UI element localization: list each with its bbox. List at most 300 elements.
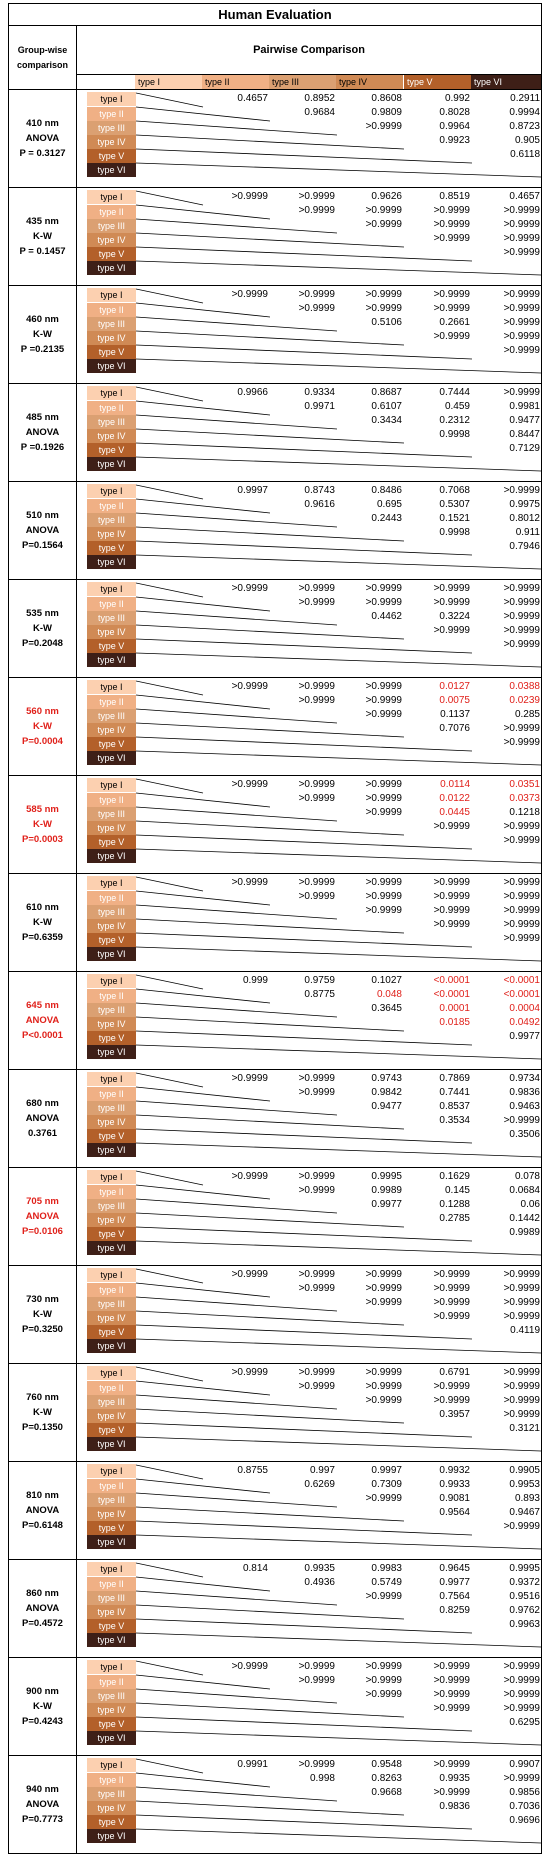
diagonal-line xyxy=(136,835,472,849)
group-wavelength: 760 nm xyxy=(26,1392,59,1403)
row-type-label: type IV xyxy=(87,527,136,541)
group-label xyxy=(9,1364,77,1461)
diagonal-line xyxy=(136,1017,404,1031)
group-test: K-W xyxy=(33,231,52,242)
row-type-label: type VI xyxy=(87,653,136,667)
p-value-cell: >0.9999 xyxy=(298,877,335,888)
p-value-cell: 0.9467 xyxy=(509,1507,540,1518)
p-value-cell: >0.9999 xyxy=(503,1367,540,1378)
group-p: P=0.1350 xyxy=(22,1422,63,1433)
p-value-cell: 0.7564 xyxy=(439,1591,470,1602)
p-value-cell: 0.3957 xyxy=(439,1409,470,1420)
p-value-cell: 0.999 xyxy=(242,975,268,986)
group-test: ANOVA xyxy=(25,1211,60,1222)
p-value-cell: 0.1521 xyxy=(439,513,470,524)
p-value-cell: <0.0001 xyxy=(503,989,540,1000)
row-type-label: type IV xyxy=(87,1605,136,1619)
p-value-cell: >0.9999 xyxy=(503,247,540,258)
group-wavelength: 680 nm xyxy=(26,1098,59,1109)
group-label xyxy=(9,1756,77,1853)
group-label xyxy=(9,1462,77,1559)
p-value-cell: >0.9999 xyxy=(503,205,540,216)
diagonal-line xyxy=(136,1143,541,1157)
p-value-cell: >0.9999 xyxy=(365,1297,402,1308)
row-type-label: type VI xyxy=(87,359,136,373)
row-type-label: type VI xyxy=(87,1731,136,1745)
diagonal-line xyxy=(136,555,541,569)
diagonal-line xyxy=(136,625,404,639)
p-value-cell: >0.9999 xyxy=(503,1675,540,1686)
row-type-label: type I xyxy=(87,582,136,596)
p-value-cell: 0.9743 xyxy=(371,1073,402,1084)
diagonal-line xyxy=(136,1241,541,1255)
group-p: P =0.2135 xyxy=(20,344,65,355)
wavelength-block xyxy=(8,1462,542,1560)
diagonal-line xyxy=(136,1731,541,1745)
diagonal-line xyxy=(136,1773,270,1787)
p-value-cell: >0.9999 xyxy=(503,877,540,888)
diagonal-line xyxy=(136,1423,472,1437)
row-type-label: type V xyxy=(87,737,136,751)
p-value-cell: 0.9966 xyxy=(237,387,268,398)
group-wavelength: 460 nm xyxy=(26,314,59,325)
diagonal-line xyxy=(136,1283,270,1297)
diagonal-line xyxy=(136,387,203,401)
row-type-label: type IV xyxy=(87,1409,136,1423)
row-type-label: type VI xyxy=(87,947,136,961)
p-value-cell: 0.5749 xyxy=(371,1577,402,1588)
row-type-label: type I xyxy=(87,1268,136,1282)
row-type-label: type II xyxy=(87,989,136,1003)
p-value-cell: >0.9999 xyxy=(503,345,540,356)
p-value-cell: 0.0004 xyxy=(509,1003,540,1014)
group-p: P=0.0106 xyxy=(22,1226,63,1237)
p-value-cell: >0.9999 xyxy=(503,905,540,916)
group-p: P = 0.3127 xyxy=(19,148,66,159)
row-type-label: type I xyxy=(87,1758,136,1772)
p-value-cell: >0.9999 xyxy=(365,205,402,216)
p-value-cell: 0.9516 xyxy=(509,1591,540,1602)
diagonal-line xyxy=(136,1759,203,1773)
row-type-label: type III xyxy=(87,415,136,429)
p-value-cell: >0.9999 xyxy=(433,1297,470,1308)
p-value-cell: >0.9999 xyxy=(433,1269,470,1280)
row-type-label: type I xyxy=(87,680,136,694)
row-type-label: type II xyxy=(87,597,136,611)
p-value-cell: 0.0075 xyxy=(439,695,470,706)
group-wavelength: 940 nm xyxy=(26,1784,59,1795)
diagonal-line xyxy=(136,1045,541,1059)
diagonal-line xyxy=(136,653,541,667)
diagonal-line xyxy=(136,681,203,695)
p-value-cell: >0.9999 xyxy=(433,1395,470,1406)
p-value-cell: 0.9995 xyxy=(509,1563,540,1574)
p-value-cell: >0.9999 xyxy=(365,289,402,300)
wavelength-block xyxy=(8,1560,542,1658)
group-label xyxy=(9,1070,77,1167)
row-type-label: type I xyxy=(87,190,136,204)
p-value-cell: >0.9999 xyxy=(433,919,470,930)
p-value-cell: 0.9477 xyxy=(509,415,540,426)
row-type-label: type VI xyxy=(87,457,136,471)
p-value-cell: >0.9999 xyxy=(503,1773,540,1784)
table-header xyxy=(8,26,542,90)
p-value-cell: 0.5307 xyxy=(439,499,470,510)
row-type-label: type I xyxy=(87,1660,136,1674)
diagonal-line xyxy=(136,1577,270,1591)
p-value-cell: >0.9999 xyxy=(503,1703,540,1714)
p-value-cell: >0.9999 xyxy=(365,1675,402,1686)
wavelength-block xyxy=(8,972,542,1070)
p-value-cell: 0.9548 xyxy=(371,1759,402,1770)
p-value-cell: 0.9616 xyxy=(304,499,335,510)
p-value-cell: 0.1218 xyxy=(509,807,540,818)
diagonal-line xyxy=(136,975,203,989)
row-type-label: type V xyxy=(87,1815,136,1829)
diagonal-line xyxy=(136,1563,203,1577)
row-type-label: type V xyxy=(87,933,136,947)
p-value-cell: 0.9684 xyxy=(304,107,335,118)
diagonal-line xyxy=(136,849,541,863)
diagonal-line xyxy=(136,1171,203,1185)
wavelength-block xyxy=(8,1168,542,1266)
p-value-cell: 0.2443 xyxy=(371,513,402,524)
diagonal-line xyxy=(136,429,404,443)
group-label xyxy=(9,188,77,285)
p-value-cell: >0.9999 xyxy=(365,303,402,314)
row-type-label: type VI xyxy=(87,163,136,177)
p-value-cell: >0.9999 xyxy=(503,625,540,636)
p-value-cell: 0.9971 xyxy=(304,401,335,412)
p-value-cell: >0.9999 xyxy=(231,289,268,300)
table-title: Human Evaluation xyxy=(8,3,542,26)
group-wavelength: 410 nm xyxy=(26,118,59,129)
p-value-cell: 0.078 xyxy=(514,1171,540,1182)
row-type-label: type I xyxy=(87,876,136,890)
p-value-cell: 0.9762 xyxy=(509,1605,540,1616)
p-value-cell: 0.814 xyxy=(242,1563,268,1574)
p-value-cell: 0.9977 xyxy=(371,1199,402,1210)
row-type-label: type VI xyxy=(87,1045,136,1059)
p-value-cell: <0.0001 xyxy=(433,989,470,1000)
diagonal-line xyxy=(136,135,404,149)
row-type-label: type II xyxy=(87,1577,136,1591)
p-value-cell: >0.9999 xyxy=(365,1689,402,1700)
group-wavelength: 645 nm xyxy=(26,1000,59,1011)
group-wavelength: 435 nm xyxy=(26,216,59,227)
p-value-cell: 0.048 xyxy=(376,989,402,1000)
group-wavelength: 610 nm xyxy=(26,902,59,913)
row-type-label: type I xyxy=(87,386,136,400)
p-value-cell: 0.9995 xyxy=(371,1171,402,1182)
p-value-cell: >0.9999 xyxy=(433,219,470,230)
diagonal-line xyxy=(136,583,203,597)
wavelength-block xyxy=(8,874,542,972)
group-p: P=0.6148 xyxy=(22,1520,63,1531)
p-value-cell: 0.9923 xyxy=(439,135,470,146)
p-value-cell: 0.9998 xyxy=(439,429,470,440)
p-value-cell: <0.0001 xyxy=(433,975,470,986)
p-value-cell: 0.06 xyxy=(520,1199,540,1210)
p-value-cell: 0.9809 xyxy=(371,107,402,118)
wavelength-block xyxy=(8,286,542,384)
p-value-cell: 0.8723 xyxy=(509,121,540,132)
diagonal-line xyxy=(136,1703,404,1717)
row-type-label: type III xyxy=(87,513,136,527)
diagonal-line xyxy=(136,1633,541,1647)
p-value-cell: 0.8519 xyxy=(439,191,470,202)
p-value-cell: >0.9999 xyxy=(365,695,402,706)
p-value-cell: 0.4657 xyxy=(237,93,268,104)
p-value-cell: >0.9999 xyxy=(503,485,540,496)
row-type-label: type VI xyxy=(87,849,136,863)
p-value-cell: >0.9999 xyxy=(298,1171,335,1182)
p-value-cell: 0.0239 xyxy=(509,695,540,706)
p-value-cell: >0.9999 xyxy=(503,1115,540,1126)
wavelength-block xyxy=(8,1364,542,1462)
p-value-cell: >0.9999 xyxy=(503,1661,540,1672)
p-value-cell: 0.0185 xyxy=(439,1017,470,1028)
group-p: P=0.4572 xyxy=(22,1618,63,1629)
p-value-cell: >0.9999 xyxy=(298,793,335,804)
p-value-cell: >0.9999 xyxy=(503,1689,540,1700)
p-value-cell: 0.2661 xyxy=(439,317,470,328)
diagonal-line xyxy=(136,1437,541,1451)
wavelength-block xyxy=(8,384,542,482)
wavelength-block xyxy=(8,1658,542,1756)
diagonal-line xyxy=(136,639,472,653)
p-value-cell: 0.0684 xyxy=(509,1185,540,1196)
p-value-cell: 0.3224 xyxy=(439,611,470,622)
p-value-cell: >0.9999 xyxy=(298,681,335,692)
diagonal-line xyxy=(136,485,203,499)
row-type-label: type I xyxy=(87,974,136,988)
row-type-label: type I xyxy=(87,1366,136,1380)
diagonal-line xyxy=(136,1521,472,1535)
p-value-cell: >0.9999 xyxy=(503,611,540,622)
p-value-cell: >0.9999 xyxy=(365,779,402,790)
p-value-cell: 0.9935 xyxy=(439,1773,470,1784)
row-type-label: type III xyxy=(87,905,136,919)
row-type-label: type IV xyxy=(87,625,136,639)
diagonal-line xyxy=(136,191,203,205)
p-value-cell: >0.9999 xyxy=(365,905,402,916)
row-type-label: type II xyxy=(87,303,136,317)
p-value-cell: >0.9999 xyxy=(298,597,335,608)
p-value-cell: >0.9999 xyxy=(503,737,540,748)
p-value-cell: >0.9999 xyxy=(433,625,470,636)
p-value-cell: >0.9999 xyxy=(365,807,402,818)
row-type-label: type VI xyxy=(87,1241,136,1255)
p-value-cell: 0.9932 xyxy=(439,1465,470,1476)
p-value-cell: 0.9836 xyxy=(509,1087,540,1098)
group-label xyxy=(9,1560,77,1657)
group-wavelength: 510 nm xyxy=(26,510,59,521)
group-p: P=0.4243 xyxy=(22,1716,63,1727)
p-value-cell: 0.1027 xyxy=(371,975,402,986)
p-value-cell: 0.3506 xyxy=(509,1129,540,1140)
p-value-cell: >0.9999 xyxy=(365,1283,402,1294)
p-value-cell: 0.9933 xyxy=(439,1479,470,1490)
row-type-label: type IV xyxy=(87,1507,136,1521)
p-value-cell: 0.9372 xyxy=(509,1577,540,1588)
p-value-cell: >0.9999 xyxy=(503,1521,540,1532)
row-type-label: type III xyxy=(87,1787,136,1801)
p-value-cell: >0.9999 xyxy=(433,1689,470,1700)
p-value-cell: 0.8608 xyxy=(371,93,402,104)
p-value-cell: 0.893 xyxy=(514,1493,540,1504)
group-label xyxy=(9,384,77,481)
diagonal-line xyxy=(136,877,203,891)
row-type-label: type III xyxy=(87,1003,136,1017)
p-value-cell: >0.9999 xyxy=(298,1269,335,1280)
p-value-cell: >0.9999 xyxy=(433,331,470,342)
p-value-cell: 0.1137 xyxy=(440,709,470,720)
p-value-cell: >0.9999 xyxy=(433,1703,470,1714)
diagonal-line xyxy=(136,149,472,163)
diagonal-line xyxy=(136,107,270,121)
diagonal-line xyxy=(136,1787,337,1801)
diagonal-line xyxy=(136,499,270,513)
p-value-cell: >0.9999 xyxy=(503,387,540,398)
p-value-cell: >0.9999 xyxy=(503,723,540,734)
p-value-cell: >0.9999 xyxy=(503,1283,540,1294)
p-value-cell: >0.9999 xyxy=(365,1395,402,1406)
p-value-cell: >0.9999 xyxy=(365,1367,402,1378)
row-type-label: type III xyxy=(87,121,136,135)
p-value-cell: >0.9999 xyxy=(503,289,540,300)
diagonal-line xyxy=(136,1661,203,1675)
row-type-label: type III xyxy=(87,317,136,331)
p-value-cell: 0.8743 xyxy=(304,485,335,496)
p-value-cell: 0.7444 xyxy=(439,387,470,398)
row-type-label: type VI xyxy=(87,1143,136,1157)
p-value-cell: >0.9999 xyxy=(298,1185,335,1196)
group-p: P=0.3250 xyxy=(22,1324,63,1335)
p-value-cell: >0.9999 xyxy=(365,1493,402,1504)
p-value-cell: >0.9999 xyxy=(503,233,540,244)
row-type-label: type III xyxy=(87,1199,136,1213)
group-wavelength: 900 nm xyxy=(26,1686,59,1697)
group-test: ANOVA xyxy=(25,427,60,438)
row-type-label: type II xyxy=(87,1283,136,1297)
wavelength-block xyxy=(8,1266,542,1364)
p-value-cell: 0.7076 xyxy=(439,723,470,734)
row-type-label: type VI xyxy=(87,261,136,275)
group-test: K-W xyxy=(33,917,52,928)
p-value-cell: 0.9334 xyxy=(304,387,335,398)
p-value-cell: >0.9999 xyxy=(231,1269,268,1280)
group-label xyxy=(9,482,77,579)
group-p: P=0.0004 xyxy=(22,736,63,747)
p-value-cell: 0.9997 xyxy=(371,1465,402,1476)
group-test: ANOVA xyxy=(25,525,60,536)
group-test: ANOVA xyxy=(25,1113,60,1124)
p-value-cell: 0.1442 xyxy=(509,1213,540,1224)
row-type-label: type V xyxy=(87,1129,136,1143)
diagonal-line xyxy=(136,1605,404,1619)
row-type-label: type IV xyxy=(87,1115,136,1129)
row-type-label: type IV xyxy=(87,919,136,933)
p-value-cell: 0.8028 xyxy=(439,107,470,118)
diagonal-line xyxy=(136,1087,270,1101)
p-value-cell: 0.5106 xyxy=(371,317,402,328)
row-type-label: type IV xyxy=(87,1213,136,1227)
p-value-cell: 0.9856 xyxy=(509,1787,540,1798)
p-value-cell: <0.0001 xyxy=(503,975,540,986)
diagonal-line xyxy=(136,1129,472,1143)
row-type-label: type III xyxy=(87,1689,136,1703)
p-value-cell: >0.9999 xyxy=(503,639,540,650)
p-value-cell: 0.0351 xyxy=(509,779,540,790)
group-wise-header: Group-wise comparison xyxy=(9,26,77,89)
p-value-cell: 0.997 xyxy=(309,1465,335,1476)
group-p: P=0.0003 xyxy=(22,834,63,845)
diagonal-line xyxy=(136,1591,337,1605)
p-value-cell: >0.9999 xyxy=(231,1367,268,1378)
row-type-label: type V xyxy=(87,1423,136,1437)
diagonal-line xyxy=(136,989,270,1003)
diagonal-line xyxy=(136,541,472,555)
p-value-cell: >0.9999 xyxy=(503,317,540,328)
row-type-label: type V xyxy=(87,247,136,261)
row-type-label: type II xyxy=(87,1479,136,1493)
p-value-cell: >0.9999 xyxy=(503,1269,540,1280)
row-type-label: type I xyxy=(87,92,136,106)
row-type-label: type IV xyxy=(87,723,136,737)
p-value-cell: 0.4462 xyxy=(371,611,402,622)
row-type-label: type V xyxy=(87,1325,136,1339)
group-label xyxy=(9,90,77,187)
diagonal-line xyxy=(136,261,541,275)
diagonal-line xyxy=(136,1479,270,1493)
group-wavelength: 705 nm xyxy=(26,1196,59,1207)
p-value-cell: >0.9999 xyxy=(298,583,335,594)
row-type-label: type III xyxy=(87,709,136,723)
p-value-cell: >0.9999 xyxy=(503,821,540,832)
p-value-cell: >0.9999 xyxy=(365,877,402,888)
group-test: ANOVA xyxy=(25,133,60,144)
diagonal-line xyxy=(136,891,270,905)
group-wavelength: 810 nm xyxy=(26,1490,59,1501)
p-value-cell: 0.8755 xyxy=(237,1465,268,1476)
row-type-label: type II xyxy=(87,1087,136,1101)
diagonal-line xyxy=(136,1801,404,1815)
p-value-cell: >0.9999 xyxy=(231,779,268,790)
p-value-cell: >0.9999 xyxy=(503,583,540,594)
p-value-cell: >0.9999 xyxy=(433,891,470,902)
group-wavelength: 560 nm xyxy=(26,706,59,717)
p-value-cell: 0.4119 xyxy=(510,1325,540,1336)
p-value-cell: 0.3434 xyxy=(371,415,402,426)
p-value-cell: 0.911 xyxy=(515,527,540,538)
p-value-cell: 0.1629 xyxy=(439,1171,470,1182)
p-value-cell: 0.8447 xyxy=(509,429,540,440)
p-value-cell: >0.9999 xyxy=(433,1381,470,1392)
type-header-3: type III xyxy=(269,75,336,89)
p-value-cell: >0.9999 xyxy=(503,891,540,902)
p-value-cell: >0.9999 xyxy=(433,597,470,608)
row-type-label: type IV xyxy=(87,1801,136,1815)
type-header-1: type I xyxy=(135,75,202,89)
p-value-cell: 0.0127 xyxy=(439,681,470,692)
diagonal-line xyxy=(136,709,337,723)
diagonal-line xyxy=(136,1101,337,1115)
group-label xyxy=(9,776,77,873)
p-value-cell: 0.7129 xyxy=(509,443,540,454)
row-type-label: type IV xyxy=(87,331,136,345)
p-value-cell: >0.9999 xyxy=(365,709,402,720)
